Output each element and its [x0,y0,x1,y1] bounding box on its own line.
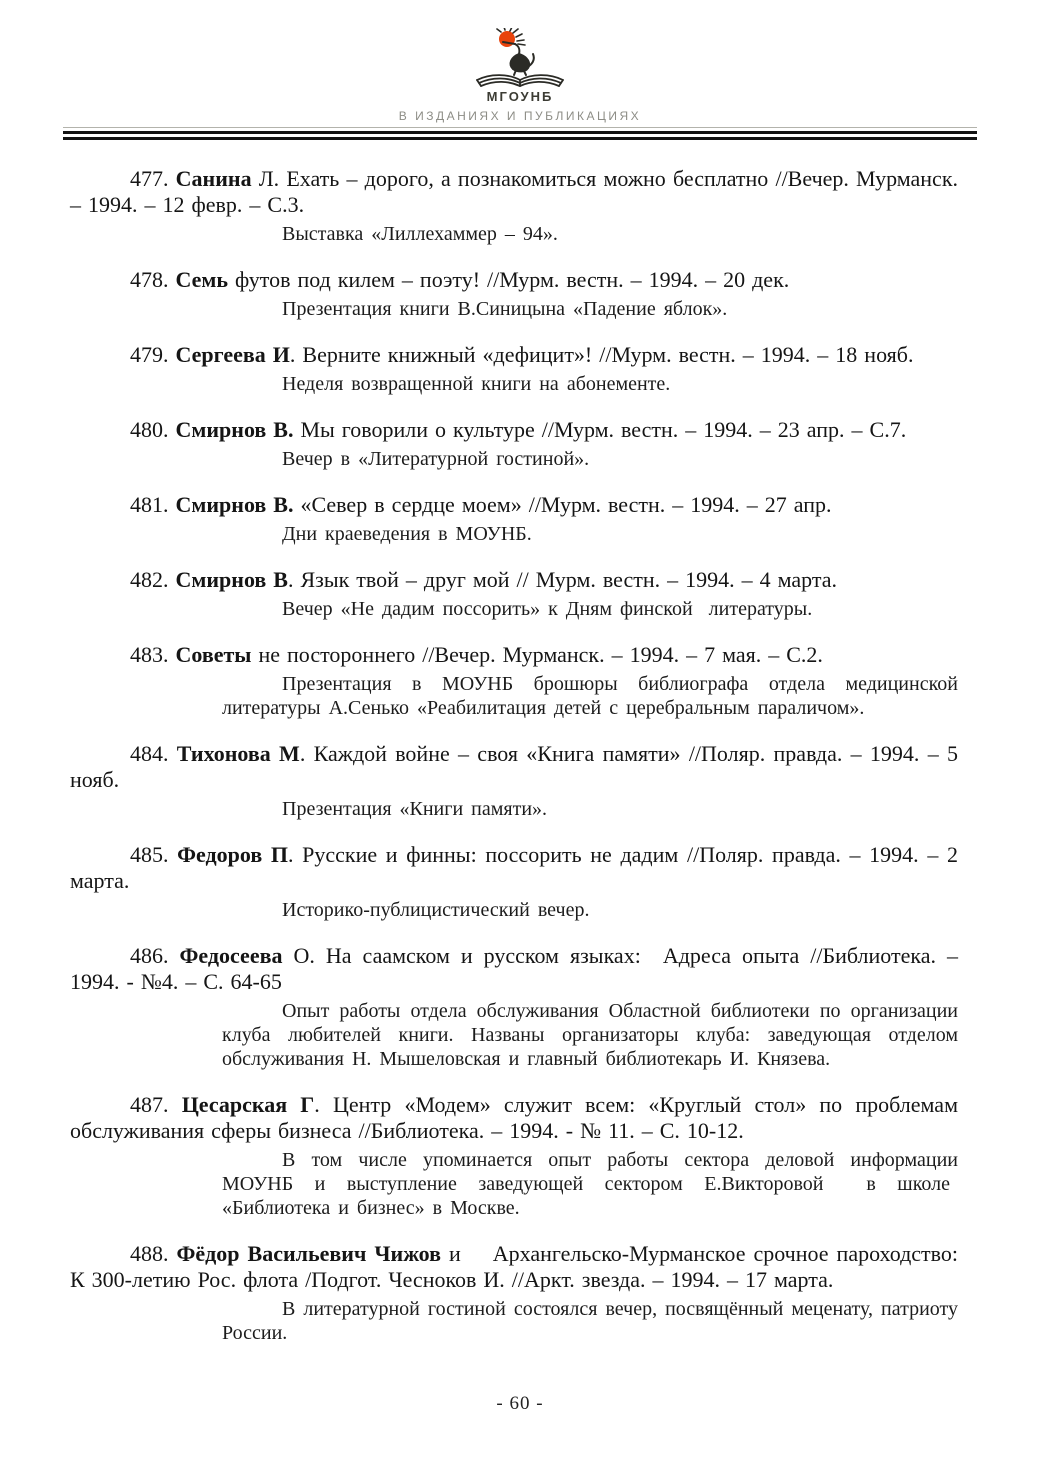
entry-annotation: Опыт работы отдела обслуживания Областной библиотеки по организации клуба любителей книги. Названы организаторы клуба: заведующая отделом обслуживания Н. Мышеловская и главный библиотекарь И. Князева. [222,1000,958,1070]
entry-number: 488. [130,1241,169,1266]
entry-annotation: Вечер в «Литературной гостиной». [282,448,590,470]
entry-author: Фёдор Васильевич Чижов [176,1241,441,1266]
entry-author: Федоров П [177,842,288,867]
entry-citation [70,842,958,894]
entry-number: 477. [130,166,169,191]
bibliography-entry [70,642,958,720]
entry-author: Цесарская Г [181,1092,315,1117]
entry-author: Смирнов В. [175,417,294,442]
deer-and-book-logo-icon [461,28,579,88]
bibliography-entry [70,842,958,922]
entry-text: «Север в сердце моем» //Мурм. вестн. – 1994. – 27 апр. [293,492,832,517]
entry-citation [70,943,958,995]
entry-citation [70,1241,958,1293]
entry-annotation: Презентация «Книги памяти». [282,798,548,820]
entry-author: Санина [175,166,252,191]
entry-citation [70,567,958,593]
bibliography-entry [70,342,958,396]
entry-author: Семь [175,267,229,292]
entries-list [70,166,958,1345]
bibliography-entry [70,741,958,821]
entry-annotation: Неделя возвращенной книги на абонементе. [282,373,671,395]
entry-text: . Язык твой – друг мой // Мурм. вестн. – 1994. – 4 марта. [287,567,837,592]
entry-citation [70,417,958,443]
entry-text: . Русские и финны: поссорить не дадим //Поляр. правда. – 1994. – 2 марта. [70,842,958,893]
entry-citation [70,1092,958,1144]
entry-number: 487. [130,1092,169,1117]
entry-number: 480. [130,417,169,442]
entry-annotation: Выставка «Лиллехаммер – 94». [282,223,558,245]
entry-number: 483. [130,642,169,667]
entry-author: Тихонова М [176,741,300,766]
entry-annotation: В том числе упоминается опыт работы сектора деловой информации МОУНБ и выступление заведующей сектором Е.Викторовой в школе «Библиотека и бизнес» в Москве. [222,1149,958,1219]
header-caption: В ИЗДАНИЯХ И ПУБЛИКАЦИЯХ [398,109,642,123]
entry-text: О. На саамском и русском языках: Адреса опыта //Библиотека. – 1994. - №4. – С. 64-65 [70,943,959,994]
bibliography-entry [70,1092,958,1220]
bibliography-entry [70,1241,958,1345]
entry-citation [70,741,958,793]
double-divider [63,131,977,140]
entry-annotation: Дни краеведения в МОУНБ. [282,523,532,545]
entry-citation [70,342,958,368]
thin-divider [63,127,977,128]
entry-text: Мы говорили о культуре //Мурм. вестн. – 1994. – 23 апр. – С.7. [293,417,907,442]
page-number: - 60 - [496,1393,544,1414]
entry-annotation: Презентация в МОУНБ брошюры библиографа отдела медицинской литературы А.Сенько «Реабилитация детей с церебральным параличом». [222,673,958,719]
entry-annotation: Историко-публицистический вечер. [282,899,590,921]
entry-author: Смирнов В [175,567,288,592]
entry-text: . Центр «Модем» служит всем: «Круглый стол» по проблемам обслуживания сферы бизнеса //Библиотека. – 1994. - № 11. – С. 10-12. [70,1092,958,1143]
entry-text: не постороннего //Вечер. Мурманск. – 1994. – 7 мая. – С.2. [251,642,823,667]
entry-citation [70,492,958,518]
bibliography-entry [70,417,958,471]
entry-citation [70,166,958,218]
entry-annotation: Презентация книги В.Синицына «Падение яблок». [282,298,728,320]
entry-number: 478. [130,267,169,292]
entry-annotation: В литературной гостиной состоялся вечер, посвящённый меценату, патриоту России. [222,1298,958,1344]
entry-number: 485. [130,842,169,867]
entry-number: 482. [130,567,169,592]
entry-number: 484. [130,741,169,766]
entry-text: . Каждой войне – своя «Книга памяти» //Поляр. правда. – 1994. – 5 нояб. [70,741,958,792]
entry-number: 486. [130,943,169,968]
entry-author: Сергеева И [175,342,290,367]
page-header [0,0,1040,140]
entry-author: Смирнов В. [175,492,294,517]
entry-author: Советы [175,642,252,667]
entry-citation [70,267,958,293]
entry-text: Л. Ехать – дорого, а познакомиться можно бесплатно //Вечер. Мурманск. – 1994. – 12 февр. – С.3. [70,166,959,217]
bibliography-entry [70,492,958,546]
entry-text: и Архангельско-Мурманское срочное пароходство: К 300-летию Рос. флота /Подгот. Чесноков И. //Аркт. звезда. – 1994. – 17 марта. [70,1241,958,1292]
entry-number: 479. [130,342,169,367]
org-abbrev: МГОУНБ [486,89,554,104]
entry-citation [70,642,958,668]
entry-text: . Верните книжный «дефицит»! //Мурм. вестн. – 1994. – 18 нояб. [289,342,914,367]
entry-number: 481. [130,492,169,517]
entry-text: футов под килем – поэту! //Мурм. вестн. – 1994. – 20 дек. [228,267,790,292]
entry-annotation: Вечер «Не дадим поссорить» к Дням финской литературы. [282,598,813,620]
bibliography-entry [70,567,958,621]
bibliography-entry [70,267,958,321]
entry-author: Федосеева [179,943,283,968]
bibliography-entry [70,166,958,246]
bibliography-entry [70,943,958,1071]
